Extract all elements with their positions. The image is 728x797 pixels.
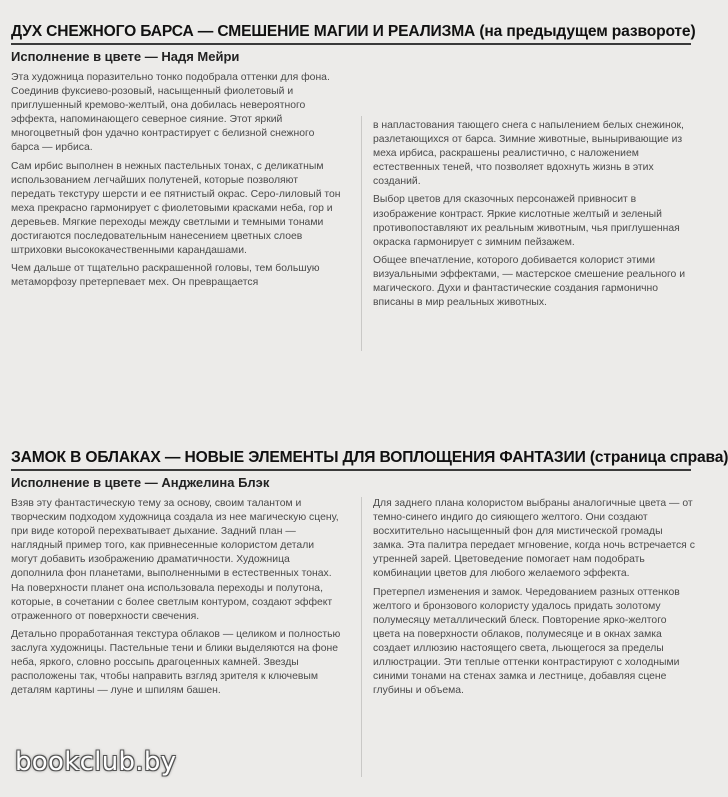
title-note: (страница справа)	[589, 449, 728, 466]
paragraph: Претерпел изменения и замок. Чередованием разных оттенков желтого и бронзового колористу удалось придать золотому полумесяцу металлический блеск. Повторение ярко-желтого цвета на поверхности облаков, полумесяце и в окнах замка создает иллюзию настоящего света, льющегося за пределы иллюстрации. Эти теплые оттенки контрастируют с холодными синими тонами на стенах замка и лестнице, добавляя сцене глубины и объема.	[373, 586, 680, 697]
column-divider	[361, 116, 362, 351]
paragraph: Сам ирбис выполнен в нежных пастельных тонах, с деликатным использованием легчайших полутеней, которые позволяют передать текстуру шерсти и ее пятнистый окрас. Серо-лиловый тон меха прекрасно гармонирует с фиолетовыми красками неба, гор и деревьев. Мягкие переходы между светлыми и темными тонами достигаются последовательным нанесением цветных слоев штриховки высококачественными карандашами.	[11, 160, 341, 257]
title-note: (на предыдущем развороте)	[479, 23, 696, 40]
paragraph: Общее впечатление, которого добивается колорист этими визуальными эффектами, — мастерское смешение реального и магического. Духи и фантастические создания гармонично вписаны в мир реальных животных.	[373, 254, 686, 309]
text-columns	[0, 71, 700, 371]
paragraph: Детально проработанная текстура облаков — целиком и полностью заслуга художницы. Пастельные тени и блики выделяются на фоне неба, яркого, словно россыпь драгоценных камней. Звезды расположены так, чтобы направить взгляд зрителя к ключевым деталям картины — луне и шпилям башен.	[11, 628, 341, 697]
paragraph: Для заднего плана колористом выбраны аналогичные цвета — от темно-синего индиго до сияющего желтого. Они создают восхитительно насыщенный фон для мистической громады замка. Эта палитра передает мгновение, когда ночь встречается с утренней зарей. Цветоведение помогает нам подобрать комбинации цветов для любого желаемого эффекта.	[373, 498, 695, 580]
section-snow-leopard	[0, 22, 700, 371]
section-subtitle: Исполнение в цвете — Анджелина Блэк	[11, 475, 270, 490]
paragraph: Выбор цветов для сказочных персонажей привносит в изображение контраст. Яркие кислотные желтый и зеленый противопоставляют их реальным животным, чья приглушенная окраска гармонирует с зимним пейзажем.	[373, 194, 680, 248]
paragraph: в напластования тающего снега с напылением белых снежинок, разлетающихся от барса. Зимние животные, выныривающие из меха ирбиса, раскрашены реалистично, с наложением естественных теней, что позволяет вдохнуть жизнь в этих созданий.	[373, 120, 684, 188]
left-column	[11, 497, 341, 702]
paragraph: Чем дальше от тщательно раскрашенной головы, тем большую метаморфозу претерпевает мех. Он превращается	[11, 263, 320, 289]
column-divider	[361, 497, 362, 777]
section-title: ДУХ СНЕЖНОГО БАРСА — СМЕШЕНИЕ МАГИИ И РЕАЛИЗМА (на предыдущем развороте)	[11, 23, 696, 40]
right-column	[373, 497, 695, 702]
title-rule	[11, 43, 691, 45]
watermark: bookclub.by	[15, 747, 177, 777]
paragraph: Эта художница поразительно тонко подобрала оттенки для фона. Соединив фуксиево-розовый, насыщенный фиолетовый и приглушенный кремово-желтый, она добилась невероятного эффекта, напоминающего северное сияние. Этот яркий многоцветный фон удачно контрастирует с белизной снежного барса — ирбиса.	[11, 72, 330, 154]
right-column	[373, 119, 695, 314]
section-title: ЗАМОК В ОБЛАКАХ — НОВЫЕ ЭЛЕМЕНТЫ ДЛЯ ВОПЛОЩЕНИЯ ФАНТАЗИИ (страница справа)	[11, 449, 728, 466]
title-rule	[11, 469, 691, 471]
section-subtitle: Исполнение в цвете — Надя Мейри	[11, 49, 240, 64]
left-column	[11, 71, 341, 294]
section-castle-in-clouds	[0, 448, 728, 797]
paragraph: Взяв эту фантастическую тему за основу, своим талантом и творческим подходом художница создала из нее магическую сцену, при виде которой перехватывает дыхание. Задний план — наглядный пример того, как привнесенные колористом детали могут добавить изображению драматичности. Художница дополнила фон планетами, выполненными в естественных тонах. На поверхности планет она использовала переходы и полутона, которые, в сочетании с более светлым контуром, создают эффект отраженного от поверхности свечения.	[11, 498, 339, 622]
